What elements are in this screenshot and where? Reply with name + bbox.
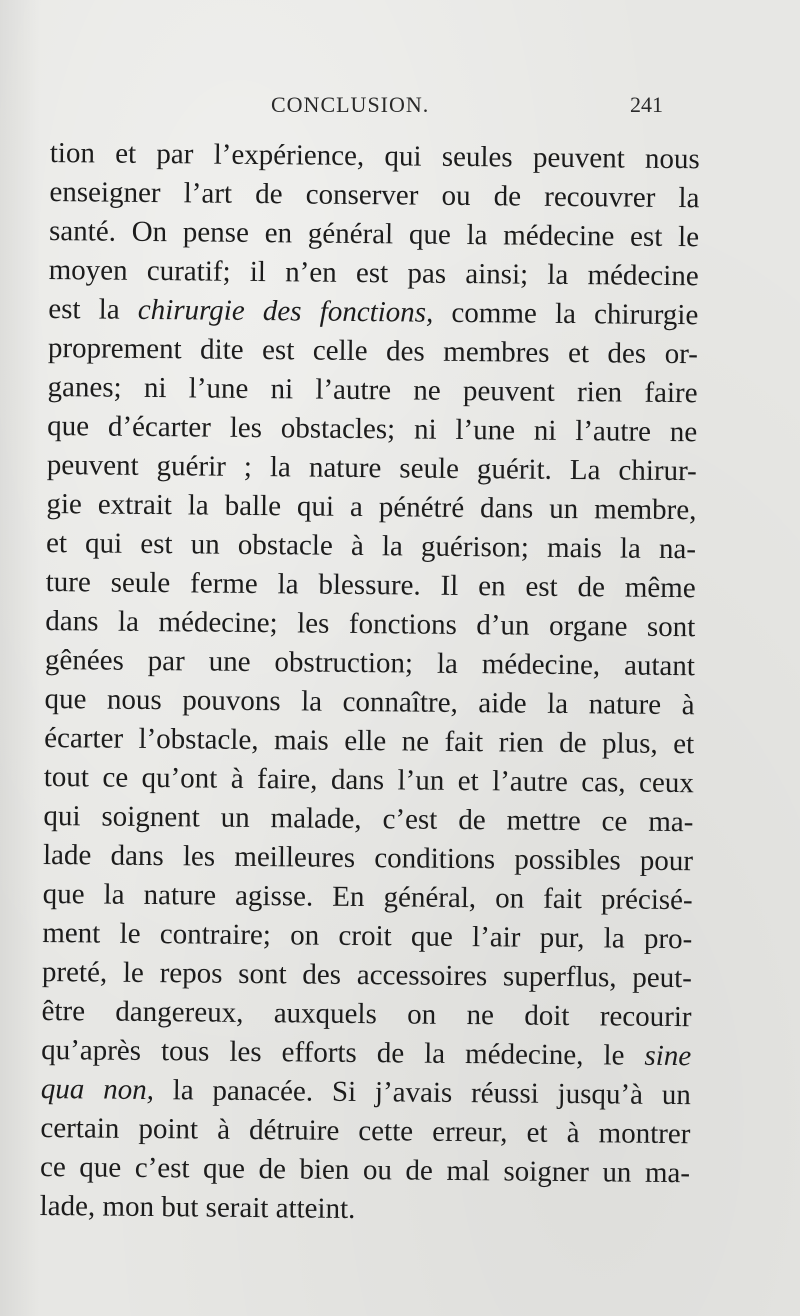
text-line: lade, mon but serait atteint. xyxy=(39,1189,356,1225)
text-line: que la nature agisse. En général, on fait précisé- xyxy=(42,877,693,917)
running-head xyxy=(0,92,800,122)
running-title: CONCLUSION. xyxy=(271,92,430,117)
text-line: lade dans les meilleures conditions possibles pour xyxy=(42,838,694,878)
text-run: est la xyxy=(48,292,139,326)
text-line xyxy=(41,1070,691,1115)
text-line: gênées par une obstruction; la médecine, autant xyxy=(44,643,696,683)
text-line: preté, le repos sont des accessoires superflus, peut- xyxy=(41,955,693,995)
text-line: proprement dite est celle des membres et des or- xyxy=(47,331,699,371)
text-line: enseigner l’art de conserver ou de recouvrer la xyxy=(49,175,700,215)
text-line: santé. On pense en général que la médecine est le xyxy=(48,214,700,254)
text-line xyxy=(48,290,698,335)
text-line: peuvent guérir ; la nature seule guérit. La chirur- xyxy=(46,448,697,488)
text-line xyxy=(41,1031,691,1076)
text-line: être dangereux, auxquels on ne doit recourir xyxy=(41,994,692,1034)
text-line: que nous pouvons la connaître, aide la nature à xyxy=(44,682,695,722)
text-run: qu’après tous les efforts de la médecine, le xyxy=(41,1033,645,1072)
italic-phrase: chirurgie des fonctions, xyxy=(137,293,434,329)
text-line: gie extrait la balle qui a pénétré dans un membre, xyxy=(46,487,697,527)
text-line: ganes; ni l’une ni l’autre ne peuvent rien faire xyxy=(47,370,698,410)
page-number: 241 xyxy=(630,92,663,117)
text-line: qui soignent un malade, c’est de mettre ce ma- xyxy=(43,799,694,839)
italic-phrase: sine xyxy=(644,1039,692,1073)
text-line: certain point à détruire cette erreur, et à montrer xyxy=(40,1111,691,1151)
text-line: tout ce qu’ont à faire, dans l’un et l’autre cas, ceux xyxy=(43,760,694,800)
text-run: la panacée. Si j’avais réussi jusqu’à un xyxy=(153,1074,691,1112)
text-line: moyen curatif; il n’en est pas ainsi; la médecine xyxy=(48,253,699,293)
italic-phrase: qua non, xyxy=(40,1072,155,1107)
text-line: dans la médecine; les fonctions d’un organe sont xyxy=(45,604,696,644)
text-line: et qui est un obstacle à la guérison; mais la na- xyxy=(45,526,697,566)
text-run: comme la chirurgie xyxy=(433,296,699,332)
text-line: ment le contraire; on croit que l’air pur, la pro- xyxy=(42,916,693,956)
text-line: ture seule ferme la blessure. Il en est de même xyxy=(45,565,696,605)
text-line: ce que c’est que de bien ou de mal soigner un ma- xyxy=(39,1150,691,1190)
text-line: que d’écarter les obstacles; ni l’une ni l’autre ne xyxy=(47,409,698,449)
body-text xyxy=(40,134,700,1232)
text-line: tion et par l’expérience, qui seules peuvent nous xyxy=(49,136,700,176)
text-line: écarter l’obstacle, mais elle ne fait rien de plus, et xyxy=(44,721,695,761)
